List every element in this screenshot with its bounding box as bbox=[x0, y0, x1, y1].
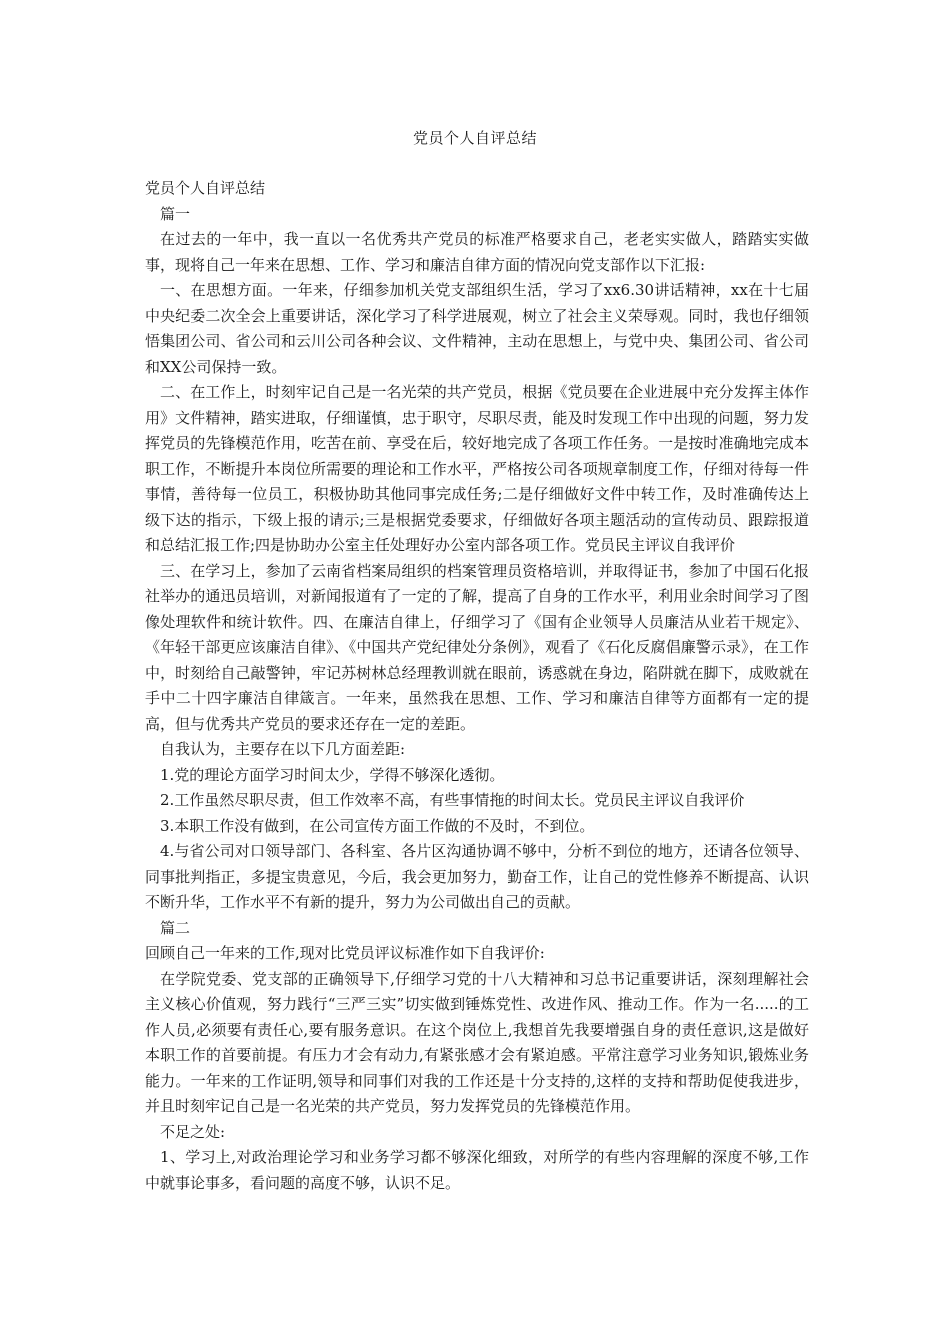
paragraph-gaps-intro: 自我认为，主要存在以下几方面差距: bbox=[160, 740, 406, 758]
paragraph-review-intro: 回顾自己一年来的工作,现对比党员评议标准作如下自我评价: bbox=[145, 944, 545, 962]
section-label-part-two: 篇二 bbox=[160, 918, 191, 937]
document-title: 党员个人自评总结 bbox=[412, 129, 537, 147]
list-item-gap-2: 2.工作虽然尽职尽责，但工作效率不高，有些事情拖的时间太长。党员民主评议自我评价 bbox=[160, 791, 745, 809]
paragraph-study: 三、在学习上，参加了云南省档案局组织的档案管理员资格培训，并取得证书，参加了中国石化报社举办的通迅员培训，对新闻报道有了一定的了解，提高了自身的工作水平，利用业余时间学习了图像处理软件和统计软件。四、在廉洁自律上，仔细学习了《国有企业领导人员廉洁从业若干规定》、《年轻干部更应该廉洁自律》、《中国共产党纪律处分条例》，观看了《石化反腐倡廉警示录》，在工作中，时刻给自己敲警钟，牢记苏树林总经理教训就在眼前，诱惑就在身边，陷阱就在脚下，成败就在手中二十四字廉洁自律箴言。一年来，虽然我在思想、工作、学习和廉洁自律等方面都有一定的提高，但与优秀共产党员的要求还存在一定的差距。 bbox=[145, 561, 809, 733]
paragraph-review-body: 在学院党委、党支部的正确领导下,仔细学习党的十八大精神和习总书记重要讲话，深刻理解社会主义核心价值观，努力践行“三严三实”切实做到锤炼党性、改进作风、推动工作。作为一名.....的工作人员,必须要有责任心,要有服务意识。在这个岗位上,我想首先我要增强自身的责任意识,这是做好本职工作的首要前提。有压力才会有动力,有紧张感才会有紧迫感。平常注意学习业务知识,锻炼业务能力。一年来的工作证明,领导和同事们对我的工作还是十分支持的,这样的支持和帮助促使我进步，并且时刻牢记自己是一名光荣的共产党员，努力发挥党员的先锋模范作用。 bbox=[145, 969, 809, 1115]
list-item-gap-4: 4.与省公司对口领导部门、各科室、各片区沟通协调不够中，分析不到位的地方，还请各位领导、同事批判指正，多提宝贵意见，今后，我会更加努力，勤奋工作，让自己的党性修养不断提高、认识不断升华，工作水平不有新的提升，努力为公司做出自己的贡献。 bbox=[145, 842, 809, 911]
paragraph-ideology: 一、在思想方面。一年来，仔细参加机关党支部组织生活，学习了xx6.30讲话精神，xx在十七届中央纪委二次全会上重要讲话，深化学习了科学进展观，树立了社会主义荣辱观。同时，我也仔细领悟集团公司、省公司和云川公司各种会议、文件精神，主动在思想上，与党中央、集团公司、省公司和XX公司保持一致。 bbox=[145, 281, 809, 376]
paragraph-shortcomings-label: 不足之处: bbox=[160, 1122, 226, 1141]
list-item-gap-3: 3.本职工作没有做到，在公司宣传方面工作做的不及时，不到位。 bbox=[160, 816, 595, 835]
paragraph-intro: 在过去的一年中，我一直以一名优秀共产党员的标准严格要求自己，老老实实做人，踏踏实实做事，现将自己一年来在思想、工作、学习和廉洁自律方面的情况向党支部作以下汇报: bbox=[145, 230, 809, 274]
section-label-part-one: 篇一 bbox=[160, 204, 191, 223]
paragraph-heading: 党员个人自评总结 bbox=[145, 179, 266, 197]
paragraph-work: 二、在工作上，时刻牢记自己是一名光荣的共产党员，根据《党员要在企业进展中充分发挥主体作用》文件精神，踏实进取，仔细谨慎，忠于职守，尽职尽责，能及时发现工作中出现的问题，努力发挥党员的先锋模范作用，吃苦在前、享受在后，较好地完成了各项工作任务。一是按时准确地完成本职工作，不断提升本岗位所需要的理论和工作水平，严格按公司各项规章制度工作，仔细对待每一件事情，善待每一位员工，积极协助其他同事完成任务;二是仔细做好文件中转工作，及时准确传达上级下达的指示，下级上报的请示;三是根据党委要求，仔细做好各项主题活动的宣传动员、跟踪报道和总结汇报工作;四是协助办公室主任处理好办公室内部各项工作。党员民主评议自我评价 bbox=[145, 383, 809, 554]
document-body bbox=[145, 176, 809, 1196]
list-item-shortcoming-1: 1、学习上,对政治理论学习和业务学习都不够深化细致，对所学的有些内容理解的深度不够,工作中就事论事多，看问题的高度不够，认识不足。 bbox=[145, 1148, 809, 1192]
list-item-gap-1: 1.党的理论方面学习时间太少，学得不够深化透彻。 bbox=[160, 765, 505, 784]
